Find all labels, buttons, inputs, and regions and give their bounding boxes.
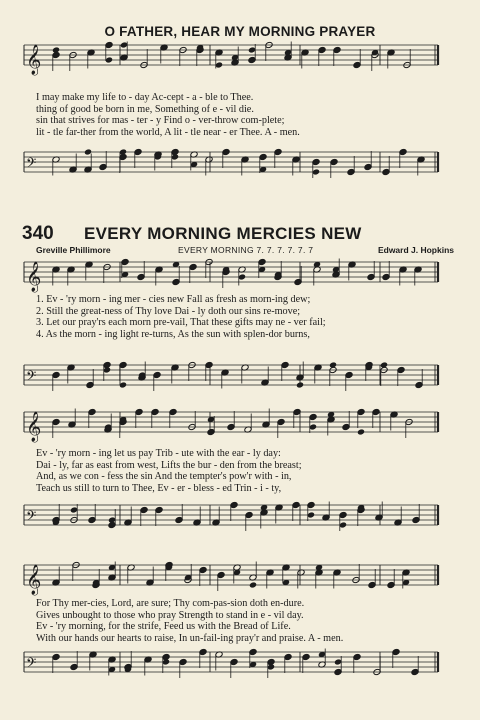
lyric-line: Gives unbought to those who pray Strength to stand in e - vil day. (36, 609, 304, 621)
lyric-line: Ev - 'ry morn - ing let us pay Trib - ute with the ear - ly day: (36, 448, 281, 459)
verse-block-2 (36, 448, 456, 494)
hymn-title: EVERY MORNING MERCIES NEW (84, 224, 362, 243)
treble-clef-icon: 𝄞 (26, 262, 42, 292)
lyric-line: 1. Ev - 'ry morn - ing mer - cies new Fall as fresh as morn-ing dew; (36, 294, 311, 305)
lyric-line: lit - tle far-ther from the world, A lit - tle near - er Thee. A - men. (36, 126, 300, 138)
treble-clef-icon: 𝄞 (26, 565, 42, 595)
lyric-line: Teach us still to turn to Thee, Ev - er - bless - ed Trin - i - ty, (36, 482, 282, 494)
tune-name: EVERY MORNING 7. 7. 7. 7. 7. 7 (178, 245, 314, 255)
treble-clef-icon: 𝄞 (26, 45, 42, 75)
bass-clef-icon: 𝄢 (26, 155, 37, 174)
note-head (296, 381, 304, 388)
lyric-line: 3. Let our pray'rs each morn pre-vail, That these gifts may ne - ver fail; (36, 317, 326, 329)
lyric-line: For Thy mer-cies, Lord, are sure; Thy com-pas-sion doth en-dure. (36, 598, 305, 609)
lyric-line: And, as we con - fess the sin And the tempter's pow'r with - in, (36, 471, 292, 483)
verse-block-3 (36, 598, 456, 644)
lyric-line: sin that strives for mas - ter - y Find o - ver-throw com-plete; (36, 115, 285, 127)
lyric-line: Ev - 'ry morning, for the strife, Feed us with the Bread of Life. (36, 621, 291, 633)
note-head (357, 428, 365, 435)
lyric-line: 2. Still the great-ness of Thy love Dai - ly doth our sins re-move; (36, 305, 301, 317)
previous-hymn-title: O FATHER, HEAR MY MORNING PRAYER (104, 24, 376, 39)
note-head (249, 581, 257, 588)
hymn-header (22, 223, 462, 247)
lyric-line: With our hands our hearts to raise, In un-fail-ing pray'r and praise. A - men. (36, 632, 344, 644)
lyric-line: 4. As the morn - ing light re-turns, As the sun with splen-dor burns, (36, 328, 310, 340)
bass-clef-icon: 𝄢 (26, 368, 37, 387)
lyric-line: Dai - ly, far as east from west, Lifts the bur - den from the breast; (36, 459, 302, 471)
treble-clef-icon: 𝄞 (26, 412, 42, 442)
previous-hymn-lyrics (36, 92, 456, 138)
hymn-number: 340 (22, 223, 54, 244)
verse-block-1 (36, 294, 456, 340)
hymn-credits (36, 245, 454, 257)
author-credit: Greville Phillimore (36, 245, 111, 255)
lyric-line: thing of good be born in me, Something of e - vil die. (36, 103, 254, 115)
bass-clef-icon: 𝄢 (26, 655, 37, 674)
composer-credit: Edward J. Hopkins (377, 245, 454, 255)
bass-clef-icon: 𝄢 (26, 508, 37, 527)
lyric-line: I may make my life to - day Ac-cept - a - ble to Thee. (36, 92, 254, 103)
